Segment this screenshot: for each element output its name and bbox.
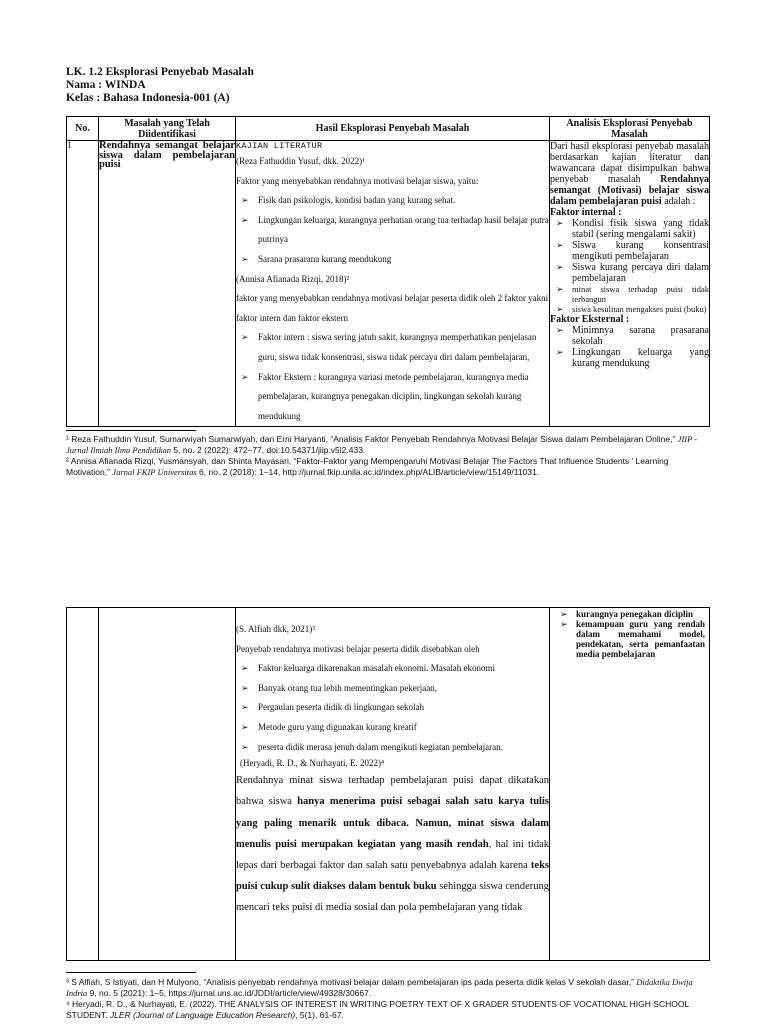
list-item: ➢ Sarana prasarana kurang mendukung [258,250,549,270]
source-2: (Annisa Afianada Rizqi, 2018)² [236,273,350,284]
exploration-cell-continued [236,608,550,961]
row-number [67,141,99,427]
external-factors-list [550,325,709,369]
col-header-masalah: Masalah yang Telah Diidentifikasi [99,117,236,141]
source-4: (Heryadi, R. D., & Nurhayati, E. 2022)⁴ [240,758,385,769]
footnote-3-text: ³ S Alfiah, S Istiyati, dan H Mulyono, “Analisis penyebab rendahnya motivasi belajar dalam pembelajaran ips pada peserta didik kelas V sekolah dasar,” [66,977,637,987]
exploration-cell [236,141,550,427]
paragraph-part-e: sehingga siswa cenderung mencari teks puisi di media sosial dan pola pembelajaran yang tidak [236,881,549,914]
list-item: ➢ Banyak orang tua lebih mementingkan pekerjaan, [258,679,549,699]
footnote-1-details: 5, no. 2 (2022): 472–77, doi:10.54371/jiip.v5i2.433. [171,445,366,455]
exploration-table-continued [66,607,710,961]
factor-list-3 [236,659,549,757]
source-3: (S. Alfiah dkk, 2021)³ [236,624,315,634]
paragraph-part-a: Rendahnya minat siswa terhadap pembelajaran puisi dapat dikatakan bahwa siswa [236,775,549,808]
footnote-3-journal: Didaktika Dwija Indria [66,977,693,998]
footnote-4-details: , 5(1), 61-67. [295,1010,344,1020]
student-class: Kelas : Bahasa Indonesia-001 (A) [66,92,230,104]
footnote-1-journal: JIIP - Jurnal Ilmiah Ilmu Pendidikan [66,434,698,455]
col-header-analisis: Analisis Eksplorasi Penyebab Masalah [550,117,710,141]
footnote-4-journal: JLER (Journal of Language Education Research) [109,1010,296,1020]
student-name: Nama : WINDA [66,79,146,91]
list-item: ➢ Siswa kurang percaya diri dalam pembelajaran [572,262,709,284]
paragraph-interest [236,770,549,918]
footnote-2-journal: Jurnal FKIP Universitas [112,467,197,477]
intro-3: Penyebab rendahnya motivasi belajar peserta didik disebabkan oleh [236,643,480,654]
list-item: ➢ Faktor intern : siswa sering jatuh sakit, kurangnya memperhatikan penjelasan guru, siswa tidak konsentrasi, siswa tidak percaya diri dalam pembelajaran, [258,328,549,367]
problem-cell-empty [99,608,236,961]
row-number-text: 1 [67,141,72,151]
row-number-empty [67,608,99,961]
table-row [67,141,710,427]
footnote-3 [66,977,706,999]
analysis-cell [550,141,710,427]
list-item: ➢ Faktor keluarga dikarenakan masalah ekonomi. Masalah ekonomi [258,659,549,679]
footnote-2 [66,456,706,478]
table-row [67,608,710,961]
list-item: ➢ Minimnya sarana prasarana sekolah [572,325,709,347]
internal-factors-title: Faktor internal : [550,207,622,218]
analysis-intro [550,141,709,207]
footnote-3-details: 9, no. 5 (2021): 1–5, https://jurnal.uns.ac.id/JDDI/article/view/49328/30667. [87,988,372,998]
analysis-intro-c: adalah : [661,196,696,207]
list-item: ➢ minat siswa terhadap puisi tidak terbangun [572,284,709,304]
problem-cell [99,141,236,427]
analysis-cell-continued [550,608,710,961]
intro-2: faktor yang menyebabkan rendahnya motivasi belajar peserta didik oleh 2 faktor yakni faktor intern dan faktor ekstern [236,293,549,323]
list-item: ➢ Fisik dan psikologis, kondisi badan yang kurang sehat. [258,191,549,211]
intro-1: Faktor yang menyebabkan rendahnya motivasi belajar siswa, yaitu: [236,175,479,186]
factor-list-1 [236,191,549,269]
list-item: ➢ peserta didik merasa jenuh dalam mengikuti kegiatan pembelajaran. [258,738,549,758]
paragraph-bold-1: hanya menerima puisi sebagai salah satu karya tulis yang paling menarik untuk dibaca. Namun, minat siswa dalam menulis puisi merupakan kegiatan yang masih rendah [236,796,549,850]
list-item: ➢ kemampuan guru yang rendah dalam memahami model, pendekatan, serta pemanfaatan media pembelajaran [576,619,705,659]
exploration-table [66,116,710,427]
paragraph-part-c: , hal ini tidak lepas dari berbagai faktor dan salah satu penyebabnya adalah karena [236,838,549,871]
footnote-1 [66,434,706,456]
literature-heading: KAJIAN LITERATUR [236,141,323,151]
list-item: ➢ Lingkungan keluarga yang kurang mendukung [572,347,709,369]
footnote-1-text: ¹ Reza Fathuddin Yusuf, Sumarwiyah Sumarwiyah, dan Erni Haryanti, “Analisis Faktor Penyebab Rendahnya Motivasi Belajar Siswa dalam Pembelajaran Online,” [66,434,678,444]
external-factors-title: Faktor Eksternal : [550,314,630,325]
paragraph-bold-2: teks puisi cukup sulit diakses dalam bentuk buku [236,859,549,893]
list-item: ➢ Siswa kurang konsentrasi mengikuti pembelajaran [572,240,709,262]
factor-list-2 [236,328,549,426]
footnote-4 [66,999,706,1021]
list-item: ➢ Pergaulan peserta didik di lingkungan sekolah [258,698,549,718]
col-header-no: No. [67,117,99,141]
analysis-intro-bold: Rendahnya semangat (Motivasi) belajar siswa dalam pembelajaran puisi [550,174,709,207]
doc-title: LK. 1.2 Eksplorasi Penyebab Masalah [66,66,254,78]
footnote-rule [66,430,196,431]
list-item: ➢ Faktor Ekstern : kurangnya variasi metode pembelajaran, kurangnya media pembelajaran, kurangnya penegakan diciplin, lingkungan sekolah kurang mendukung [258,368,549,427]
external-factors-list-continued [554,609,705,659]
table-header-row [67,117,710,141]
list-item: ➢ Kondisi fisik siswa yang tidak stabil (sering mengalami sakit) [572,218,709,240]
footnote-2-text: ² Annisa Afianada Rizqi, Yusmansyah, dan Shinta Mayasari, “Faktor-Faktor yang Mempengaruhi Motivasi Belajar The Factors That Influence Students ’ Learning Motivation,” [66,456,669,477]
source-1: (Reza Fathuddin Yusuf, dkk. 2022)¹ [236,156,365,166]
footnote-2-details: 6, no. 2 (2018): 1–14, http://jurnal.fkip.unila.ac.id/index.php/ALIB/article/view/15149/11031. [196,467,540,477]
internal-factors-list [550,218,709,314]
footnote-4-text: ⁴ Heryadi, R. D., & Nurhayati, E. (2022). THE ANALYSIS OF INTEREST IN WRITING POETRY TEXT OF X GRADER STUDENTS OF VOCATIONAL HIGH SCHOOL STUDENT. [66,999,689,1020]
list-item: ➢ kurangnya penegakan diciplin [576,609,705,619]
col-header-hasil: Hasil Eksplorasi Penyebab Masalah [236,117,550,141]
footnote-rule-2 [66,972,196,973]
problem-text: Rendahnya semangat belajar siswa dalam pembelajaran puisi [99,140,235,170]
list-item: ➢ Lingkungan keluarga, kurangnya perhatian orang tua terhadap hasil belajar putra putrinya [258,211,549,250]
analysis-intro-a: Dari hasil eksplorasi penyebab masalah berdasarkan kajian literatur dan wawancara dapat disimpulkan bahwa penyebab masalah [550,141,709,185]
list-item: ➢ siswa kesulitan mengakses puisi (buku) [572,304,709,314]
list-item: ➢ Metode guru yang digunakan kurang kreatif [258,718,549,738]
